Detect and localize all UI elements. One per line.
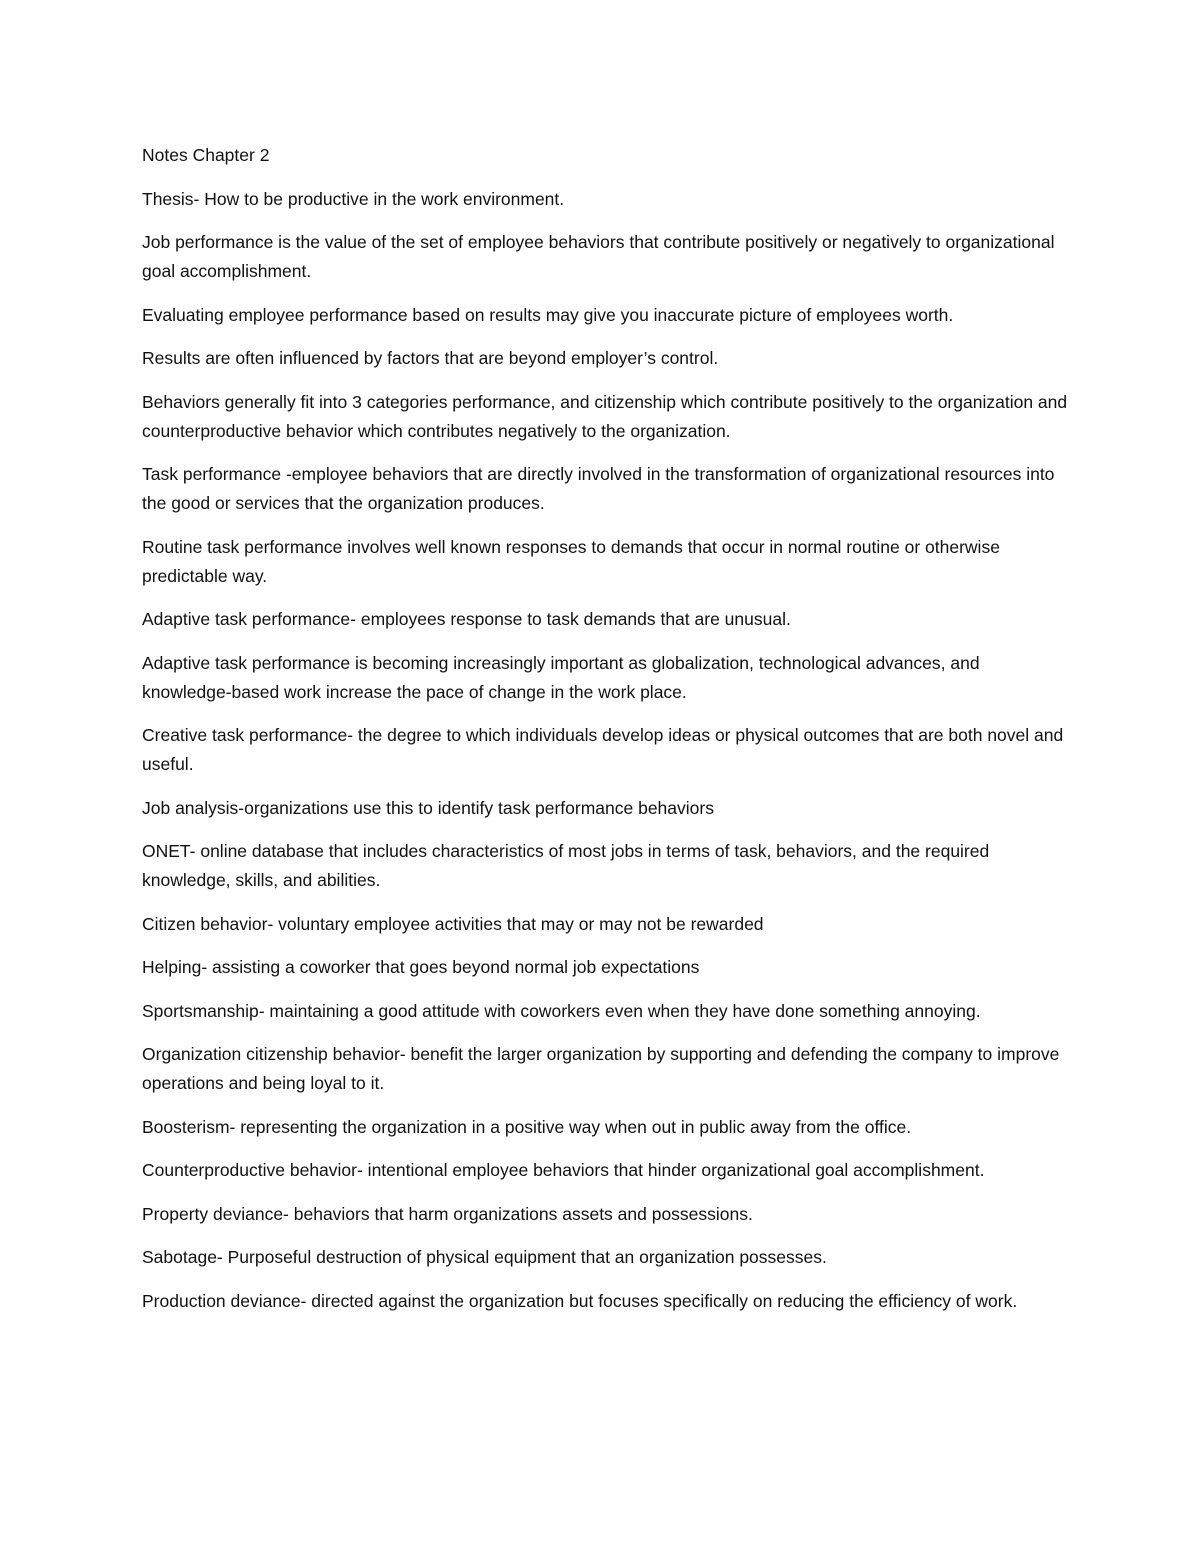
document-title: Notes Chapter 2 bbox=[142, 145, 270, 165]
paragraph-evaluating: Evaluating employee performance based on results may give you inaccurate picture of employees worth. bbox=[142, 304, 954, 325]
paragraph-helping: Helping- assisting a coworker that goes beyond normal job expectations bbox=[142, 957, 700, 977]
paragraph-sportsmanship: Sportsmanship- maintaining a good attitude with coworkers even when they have done something annoying. bbox=[142, 1000, 981, 1021]
paragraph-org-citizenship: Organization citizenship behavior- benefit the larger organization by supporting and defending the company to improve operations and being loyal to it. bbox=[142, 1044, 1060, 1093]
paragraph-adaptive-task: Adaptive task performance- employees response to task demands that are unusual. bbox=[142, 609, 791, 629]
paragraph-production-deviance: Production deviance- directed against the organization but focuses specifically on reducing the efficiency of work. bbox=[142, 1290, 1018, 1311]
paragraph-counterproductive: Counterproductive behavior- intentional employee behaviors that hinder organizational goal accomplishment. bbox=[142, 1160, 985, 1180]
paragraph-onet: ONET- online database that includes characteristics of most jobs in terms of task, behaviors, and the required knowledge, skills, and abilities. bbox=[142, 841, 990, 890]
paragraph-job-analysis: Job analysis-organizations use this to identify task performance behaviors bbox=[142, 797, 714, 818]
paragraph-property-deviance: Property deviance- behaviors that harm organizations assets and possessions. bbox=[142, 1203, 753, 1224]
document-body bbox=[142, 141, 1072, 1330]
paragraph-boosterism: Boosterism- representing the organization in a positive way when out in public away from the office. bbox=[142, 1116, 912, 1137]
paragraph-task-performance: Task performance -employee behaviors that are directly involved in the transformation of organizational resources into the good or services that the organization produces. bbox=[142, 464, 1055, 513]
paragraph-results: Results are often influenced by factors that are beyond employer’s control. bbox=[142, 348, 719, 368]
paragraph-citizen-behavior: Citizen behavior- voluntary employee activities that may or may not be rewarded bbox=[142, 913, 764, 934]
paragraph-job-performance: Job performance is the value of the set of employee behaviors that contribute positively or negatively to organizational goal accomplishment. bbox=[142, 232, 1055, 281]
paragraph-creative-task: Creative task performance- the degree to which individuals develop ideas or physical outcomes that are both novel and useful. bbox=[142, 725, 1064, 774]
paragraph-adaptive-importance: Adaptive task performance is becoming increasingly important as globalization, technological advances, and knowledge-based work increase the pace of change in the work place. bbox=[142, 652, 980, 702]
paragraph-behaviors: Behaviors generally fit into 3 categories performance, and citizenship which contribute positively to the organization and counterproductive behavior which contributes negatively to the organization. bbox=[142, 391, 1068, 441]
paragraph-sabotage: Sabotage- Purposeful destruction of physical equipment that an organization possesses. bbox=[142, 1247, 827, 1267]
paragraph-routine-task: Routine task performance involves well known responses to demands that occur in normal routine or otherwise predictable way. bbox=[142, 536, 1000, 586]
paragraph-thesis: Thesis- How to be productive in the work environment. bbox=[142, 188, 565, 209]
